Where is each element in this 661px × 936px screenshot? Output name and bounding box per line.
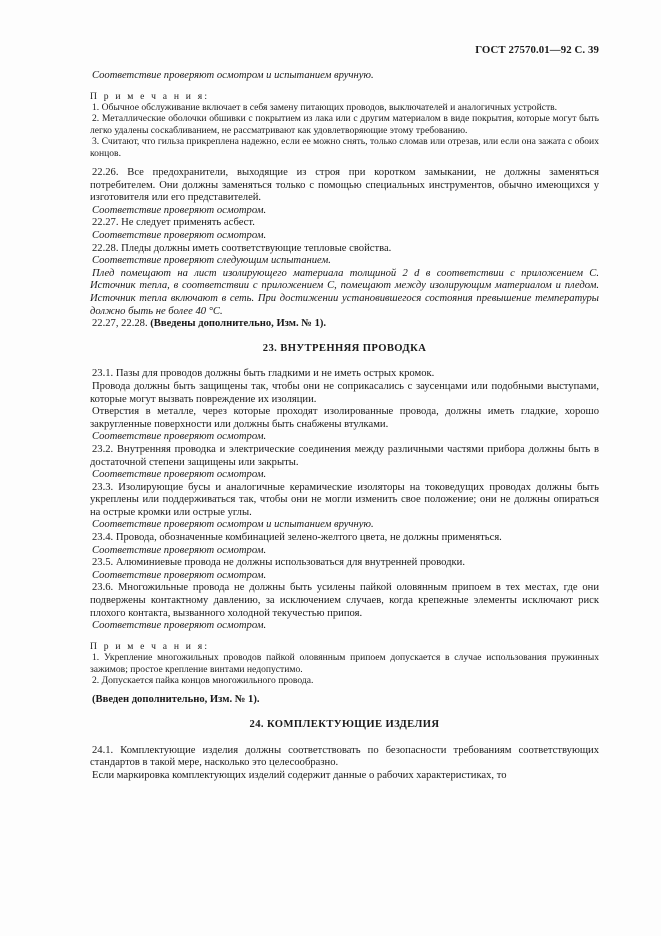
paragraph: 23.4. Провода, обозначенные комбинацией зелено-желтого цвета, не должны применяться. [92, 532, 502, 544]
section-24-title: 24. КОМПЛЕКТУЮЩИЕ ИЗДЕЛИЯ [249, 719, 440, 731]
paragraph: 23.3. Изолирующие бусы и аналогичные керамические изоляторы на токоведущих проводах должны быть укреплены или поддерживаться так, чтобы они не могли изменить свое положение; они не должны опираться на острые кромки или острые углы. [90, 481, 599, 518]
paragraph: Если маркировка комплектующих изделий содержит данные о рабочих характеристиках, то [92, 769, 507, 781]
page-content [90, 70, 599, 782]
amendment-note: (Введен дополнительно, Изм. № 1). [92, 694, 260, 706]
paragraph: 22.28. Пледы должны иметь соответствующие тепловые свойства. [92, 242, 392, 254]
note-item: 1. Обычное обслуживание включает в себя замену питающих проводов, выключателей и аналогичных устройств. [92, 102, 558, 113]
notes-block-1 [90, 91, 599, 159]
paragraph: 23.2. Внутренняя проводка и электрические соединения между различными частями прибора должны быть в достаточной степени защищены или закрыты. [90, 443, 599, 468]
notes-title: П р и м е ч а н и я: [90, 90, 210, 102]
compliance-line: Соответствие проверяют осмотром. [92, 569, 267, 581]
paragraph: 22.27. Не следует применять асбест. [92, 217, 255, 229]
paragraph: 23.6. Многожильные провода не должны быть усилены пайкой оловянным припоем в тех местах, где они подвержены контактному давлению, за исключением случаев, когда крепежные элементы исключают риск плохого контакта, вызванного холодной текучестью припоя. [90, 582, 599, 619]
paragraph: Провода должны быть защищены так, чтобы они не соприкасались с заусенцами или подобными выступами, которые могут вызвать повреждение их изоляции. [90, 380, 599, 405]
amendment-bold: (Введены дополнительно, Изм. № 1). [150, 318, 327, 330]
paragraph: 22.26. Все предохранители, выходящие из строя при коротком замыкании, не должны заменяться потребителем. Они должны заменяться только с помощью специальных инструментов, обычно имеющихся у изготовителя или его представителей. [90, 167, 599, 204]
note-item: 3. Считают, что гильза прикреплена надежно, если ее можно снять, только сломав или отрезав, или если она зажата с обоих концов. [90, 136, 599, 159]
note-item: 2. Допускается пайка концов многожильного провода. [92, 675, 314, 687]
section-22-paragraphs [90, 167, 599, 331]
compliance-line: Соответствие проверяют осмотром. [92, 620, 267, 632]
notes-block-2 [90, 641, 599, 687]
section-23-title: 23. ВНУТРЕННЯЯ ПРОВОДКА [262, 342, 427, 354]
compliance-line: Соответствие проверяют осмотром. [92, 469, 267, 481]
compliance-line: Соответствие проверяют следующим испытанием. [92, 255, 331, 267]
note-item: 1. Укрепление многожильных проводов пайкой оловянным припоем допускается в случае использования пружинных зажимов; простое крепление винтами недопустимо. [90, 652, 599, 675]
compliance-line: Соответствие проверяют осмотром. [92, 204, 267, 216]
paragraph: 23.1. Пазы для проводов должны быть гладкими и не иметь острых кромок. [92, 368, 435, 380]
amendment-note [90, 318, 599, 331]
notes-title: П р и м е ч а н и я: [90, 640, 210, 652]
compliance-line: Соответствие проверяют осмотром. [92, 230, 267, 241]
paragraph: 23.5. Алюминиевые провода не должны использоваться для внутренней проводки. [92, 557, 465, 569]
paragraph: Отверстия в металле, через которые проходят изолированные провода, должны иметь гладкие, хорошо закругленные поверхности или должны быть снабжены втулками. [90, 406, 599, 430]
compliance-line: Соответствие проверяют осмотром. [92, 431, 267, 443]
note-item: 2. Металлические оболочки обшивки с покрытием из лака или с другим материалом в виде покрытия, которые могут быть легко удалены соскабливанием, не рассматривают как удовлетворяющие этому требованию. [90, 113, 599, 136]
paragraph: 24.1. Комплектующие изделия должны соответствовать по безопасности требованиям соответствующих стандартов в такой мере, насколько это целесообразно. [90, 744, 599, 769]
page-header: ГОСТ 27570.01—92 С. 39 [475, 44, 599, 56]
section-24-paragraphs [90, 745, 599, 783]
compliance-line: Соответствие проверяют осмотром. [92, 544, 267, 556]
amendment-prefix: 22.27, 22.28. [92, 318, 151, 330]
compliance-line: Соответствие проверяют осмотром и испытанием вручную. [92, 519, 374, 531]
compliance-line: Соответствие проверяют осмотром и испытанием вручную. [92, 70, 374, 81]
section-23-paragraphs [90, 368, 599, 632]
test-description: Плед помещают на лист изолирующего материала толщиной 2 d в соответствии с приложением С. Источник тепла, в соответствии с приложением С, помещают между изолирующим материалом и пледом. Источник тепла включают в сеть. При достижении установившегося состояния превышение температуры должно быть не более 40 °С. [90, 267, 599, 317]
